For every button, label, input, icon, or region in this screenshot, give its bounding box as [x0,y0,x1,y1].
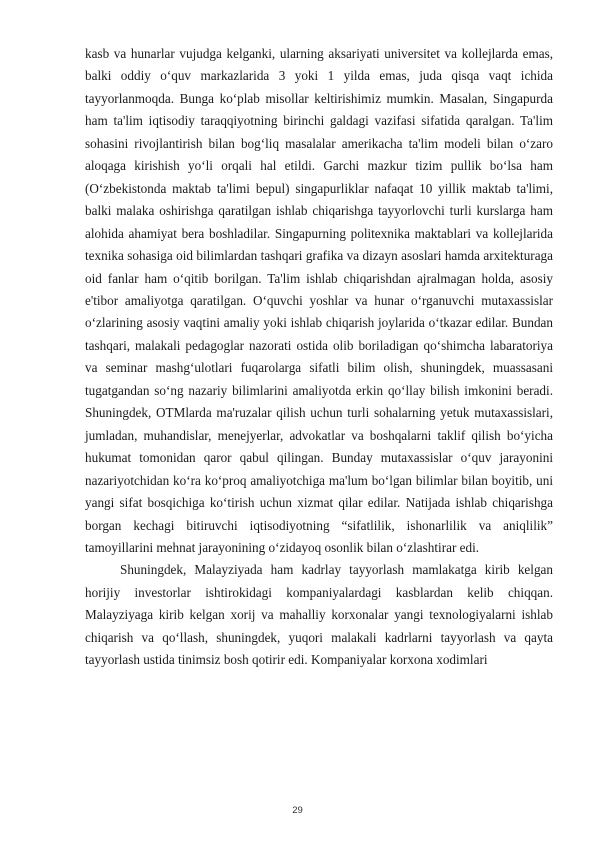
body-text [85,43,553,672]
paragraph-2: Shuningdek, Malayziyada ham kadrlay tayyorlash mamlakatga kirib kelgan horijiy investorlar ishtirokidagi kompaniyalardagi kasblardan kelib chiqqan. Malayziyaga kirib kelgan xorij va mahalliy korxonalar yangi texnologiyalarni ishlab chiqarish va qo‘llash, shuningdek, yuqori malakali kadrlarni tayyorlash va qayta tayyorlash ustida tinimsiz bosh qotirir edi. Kompaniyalar korxona xodimlari [85,562,553,668]
paragraph-1: kasb va hunarlar vujudga kelganki, ularning aksariyati universitet va kollejlarda emas, balki oddiy o‘quv markazlarida 3 yoki 1 yilda emas, juda qisqa vaqt ichida tayyorlanmoqda. Bunga ko‘plab misollar keltirishimiz mumkin. Masalan, Singapurda ham ta'lim iqtisodiy taraqqiyotning birinchi galdagi vazifasi sifatida qaralgan. Ta'lim sohasini rivojlantirish bilan bog‘liq masalalar amerikacha ta'lim modeli bilan o‘zaro aloqaga kirishish yo‘li orqali hal etildi. Garchi mazkur tizim pullik bo‘lsa ham (O‘zbekistonda maktab ta'limi bepul) singapurliklar nafaqat 10 yillik maktab ta'limi, balki malaka oshirishga qaratilgan ishlab chiqarishga tayyorlovchi turli kurslarga ham alohida ahamiyat bera boshladilar. Singapurning politexnika maktablari va kollejlarida texnika sohasiga oid bilimlardan tashqari grafika va dizayn asoslari hamda arxitekturaga oid fanlar ham o‘qitib borilgan. Ta'lim ishlab chiqarishdan ajralmagan holda, asosiy e'tibor amaliyotga qaratilgan. O‘quvchi yoshlar va hunar o‘rganuvchi mutaxassislar o‘zlarining asosiy vaqtini amaliy yoki ishlab chiqarish joylarida o‘tkazar edilar. Bundan tashqari, malakali pedagoglar nazorati ostida olib boriladigan qo‘shimcha labaratoriya va seminar mashg‘ulotlari fuqarolarga sifatli bilim olish, shuningdek, muassasani tugatgandan so‘ng nazariy bilimlarini amaliyotda erkin qo‘llay bilish imkonini beradi. Shuningdek, OTMlarda ma'ruzalar qilish uchun turli sohalarning yetuk mutaxassislari, jumladan, muhandislar, menejyerlar, advokatlar va boshqalarni taklif qilish bo‘yicha hukumat tomonidan qaror qabul qilingan. Bunday mutaxassislar o‘quv jarayonini nazariyotchidan ko‘ra ko‘proq amaliyotchiga ma'lum bo‘lgan bilimlar bilan boyitib, uni yangi sifat bosqichiga ko‘tirish uchun xizmat qilar edilar. Natijada ishlab chiqarishga borgan kechagi bitiruvchi iqtisodiyotning “sifatlilik, ishonarlilik va aniqlilik” tamoyillarini mehnat jarayonining o‘zidayoq osonlik bilan o‘zlashtirar edi. [85,46,553,555]
page-number: 29 [292,805,303,816]
